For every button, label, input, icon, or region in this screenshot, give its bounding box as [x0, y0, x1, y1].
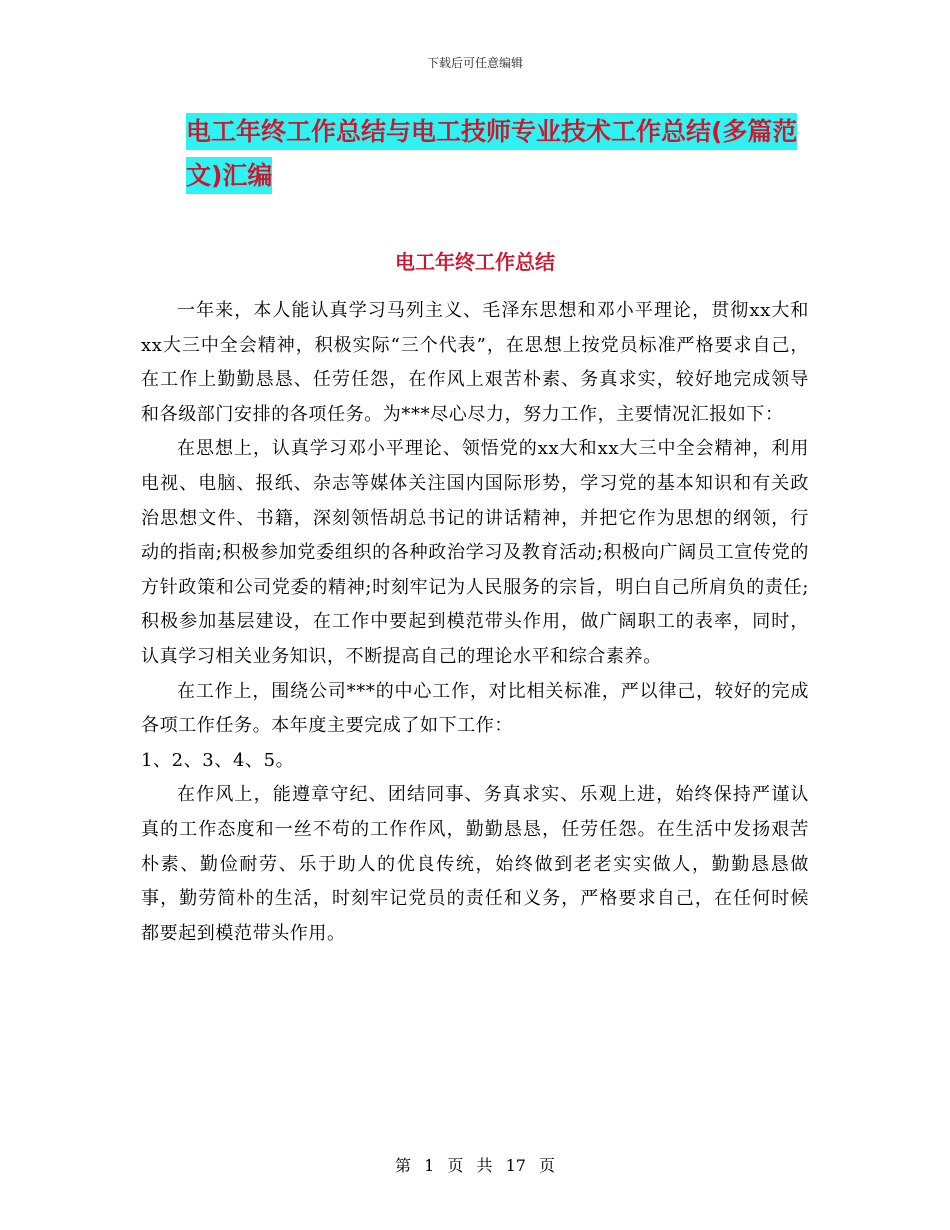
paragraph: 在作风上，能遵章守纪、团结同事、务真求实、乐观上进，始终保持严谨认真的工作态度和一丝不苟的工作作风，勤勤恳恳，任劳任怨。在生活中发扬艰苦朴素、勤俭耐劳、乐于助人的优良传统，始终做到老老实实做人，勤勤恳恳做事，勤劳简朴的生活，时刻牢记党员的责任和义务，严格要求自己，在任何时候都要起到模范带头作用。 [141, 784, 809, 944]
header-note: 下载后可任意编辑 [426, 56, 523, 70]
page-total: 17 [505, 1156, 526, 1175]
page-footer [0, 1153, 950, 1176]
footer-page-unit: 页 [447, 1156, 464, 1175]
paragraph: 在工作上，围绕公司***的中心工作，对比相关标准，严以律己，较好的完成各项工作任务。本年度主要完成了如下工作： [141, 680, 809, 737]
paragraph: 一年来，本人能认真学习马列主义、毛泽东思想和邓小平理论，贯彻xx大和xx大三中全会精神，积极实际“三个代表”，在思想上按党员标准严格要求自己，在工作上勤勤恳恳、任劳任怨，在作风上艰苦朴素、务真求实，较好地完成领导和各级部门安排的各项任务。为***尽心尽力，努力工作，主要情况汇报如下： [141, 300, 809, 425]
document-title-text: 电工年终工作总结与电工技师专业技术工作总结(多篇范文)汇编 [186, 113, 797, 194]
page-number: 1 [424, 1156, 435, 1175]
footer-prefix: 第 [394, 1156, 411, 1175]
document-title [186, 110, 816, 198]
footer-total-unit: 页 [539, 1156, 556, 1175]
paragraph-list: 1、2、3、4、5。 [141, 749, 295, 771]
document-body [141, 294, 809, 951]
footer-total-prefix: 共 [476, 1156, 493, 1175]
paragraph: 在思想上，认真学习邓小平理论、领悟党的xx大和xx大三中全会精神，利用电视、电脑、报纸、杂志等媒体关注国内国际形势，学习党的基本知识和有关政治思想文件、书籍，深刻领悟胡总书记的讲话精神，并把它作为思想的纲领，行动的指南;积极参加党委组织的各种政治学习及教育活动;积极向广阔员工宣传党的方针政策和公司党委的精神;时刻牢记为人民服务的宗旨，明白自己所肩负的责任;积极参加基层建设，在工作中要起到模范带头作用，做广阔职工的表率，同时，认真学习相关业务知识，不断提高自己的理论水平和综合素养。 [141, 438, 809, 667]
section-title: 电工年终工作总结 [395, 250, 555, 274]
